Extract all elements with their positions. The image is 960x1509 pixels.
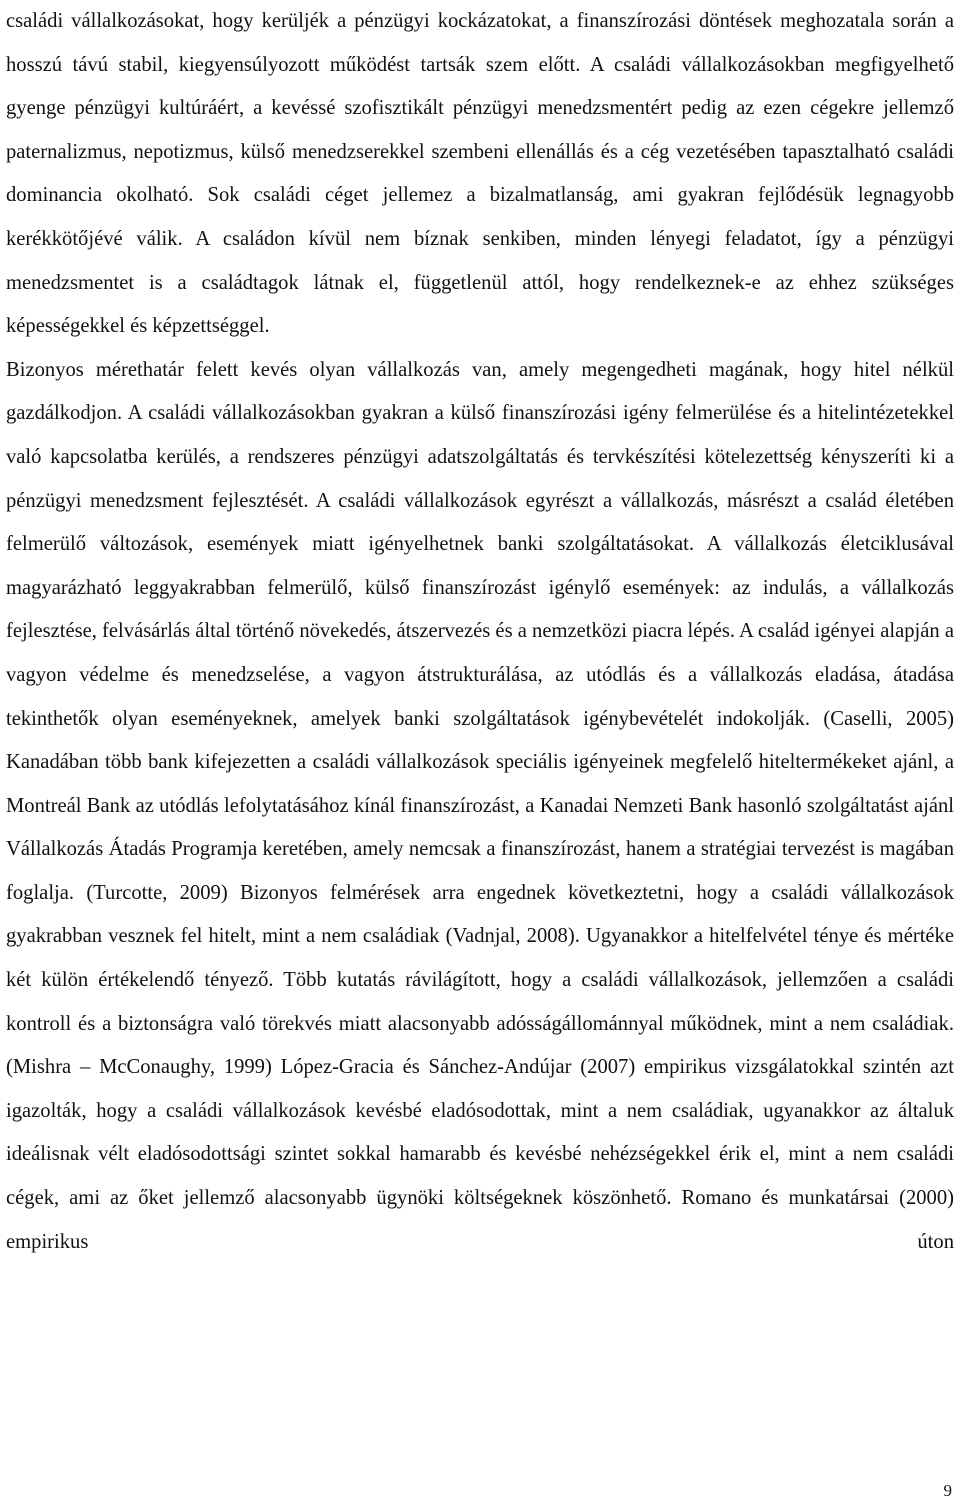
body-text [6, 0, 954, 1264]
paragraph: Bizonyos mérethatár felett kevés olyan vállalkozás van, amely megengedheti magának, hogy hitel nélkül gazdálkodjon. A családi vállalkozásokban gyakran a külső finanszírozási igény felmerülése és a hitelintézetekkel való kapcsolatba kerülés, a rendszeres pénzügyi adatszolgáltatás és tervkészítési kötelezettség kényszeríti ki a pénzügyi menedzsment fejlesztését. A családi vállalkozások egyrészt a vállalkozás, másrészt a család életében felmerülő változások, események miatt igényelhetnek banki szolgáltatásokat. A vállalkozás életciklusával magyarázható leggyakrabban felmerülő, külső finanszírozást igénylő események: az indulás, a vállalkozás fejlesztése, felvásárlás által történő növekedés, átszervezés és a nemzetközi piacra lépés. A család igényei alapján a vagyon védelme és menedzselése, a vagyon átstrukturálása, az utódlás és a vállalkozás eladása, átadása tekinthetők olyan eseményeknek, amelyek banki szolgáltatások igénybevételét indokolják. (Caselli, 2005) Kanadában több bank kifejezetten a családi vállalkozások speciális igényeinek megfelelő hiteltermékeket ajánl, a Montreál Bank az utódlás lefolytatásához kínál finanszírozást, a Kanadai Nemzeti Bank hasonló szolgáltatást ajánl Vállalkozás Átadás Programja keretében, amely nemcsak a finanszírozást, hanem a stratégiai tervezést is magában foglalja. (Turcotte, 2009) Bizonyos felmérések arra engednek következtetni, hogy a családi vállalkozások gyakrabban vesznek fel hitelt, mint a nem családiak (Vadnjal, 2008). Ugyanakkor a hitelfelvétel ténye és mértéke két külön értékelendő tényező. Több kutatás rávilágított, hogy a családi vállalkozások, jellemzően a családi kontroll és a biztonságra való törekvés miatt alacsonyabb adósságállománnyal működnek, mint a nem családiak. (Mishra – McConaughy, 1999) López-Gracia és Sánchez-Andújar (2007) empirikus vizsgálatokkal szintén azt igazolták, hogy a családi vállalkozások kevésbé eladósodottak, mint a nem családiak, ugyanakkor az általuk ideálisnak vélt eladósodottsági szintet sokkal hamarabb és kevésbé nehézségekkel érik el, mint a nem családi cégek, ami az őket jellemző alacsonyabb ügynöki költségeknek köszönhető. Romano és munkatársai (2000) empirikus úton [6, 358, 955, 1253]
page-number: 9 [943, 1481, 952, 1500]
paragraph: családi vállalkozásokat, hogy kerüljék a pénzügyi kockázatokat, a finanszírozási döntések meghozatala során a hosszú távú stabil, kiegyensúlyozott működést tartsák szem előtt. A családi vállalkozásokban megfigyelhető gyenge pénzügyi kultúráért, a kevéssé szofisztikált pénzügyi menedzsmentért pedig az ezen cégekre jellemző paternalizmus, nepotizmus, külső menedzserekkel szembeni ellenállás és a cég vezetésében tapasztalható családi dominancia okolható. Sok családi céget jellemez a bizalmatlanság, ami gyakran fejlődésük legnagyobb kerékkötőjévé válik. A családon kívül nem bíznak senkiben, minden lényegi feladatot, így a pénzügyi menedzsmentet is a családtagok látnak el, függetlenül attól, hogy rendelkeznek-e az ehhez szükséges képességekkel és képzettséggel. [6, 10, 954, 338]
